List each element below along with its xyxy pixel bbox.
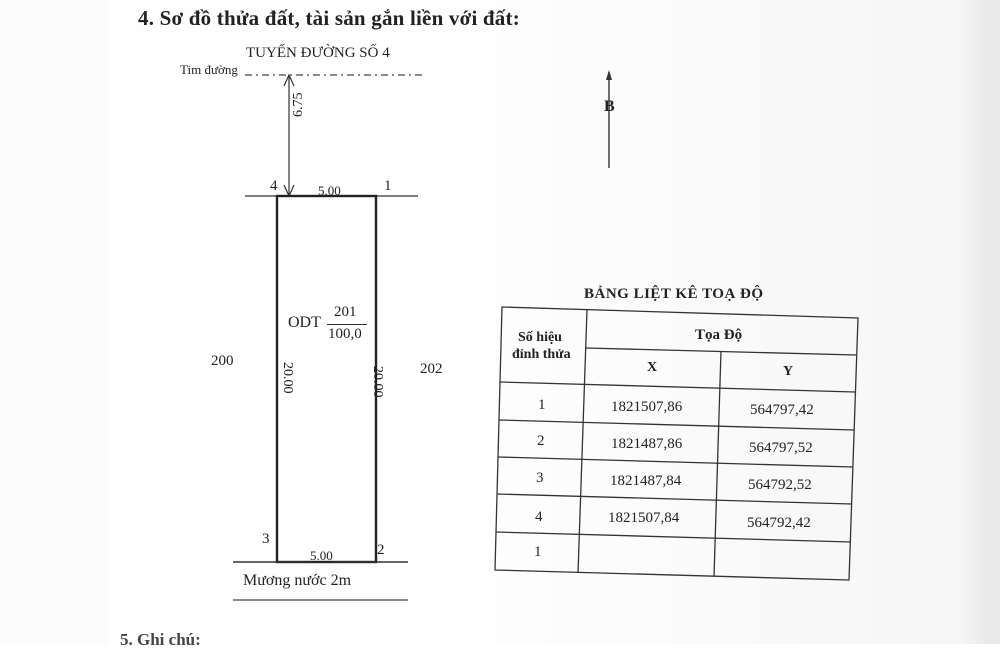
fraction-bar xyxy=(327,324,367,325)
table-row-y: 564792,52 xyxy=(748,477,812,493)
north-label: B xyxy=(604,98,615,115)
table-row-x: 1821487,84 xyxy=(610,473,682,489)
header-vertex-line2: đỉnh thửa xyxy=(512,347,571,362)
corner-1-label: 1 xyxy=(384,178,392,194)
corner-4-label: 4 xyxy=(270,178,278,194)
table-row-id: 3 xyxy=(536,470,544,486)
road-label: TUYẾN ĐƯỜNG SỐ 4 xyxy=(246,45,390,61)
corner-2-label: 2 xyxy=(377,542,385,558)
top-edge-length: 5.00 xyxy=(318,183,341,198)
table-row-y: 564792,42 xyxy=(747,515,811,531)
left-edge-length: 20.00 xyxy=(280,362,295,394)
table-row-id: 4 xyxy=(535,509,543,525)
bottom-edge-length: 5.00 xyxy=(310,548,333,563)
table-row-y: 564797,52 xyxy=(749,440,813,456)
land-use-code: ODT xyxy=(288,314,321,331)
section-title: 4. Sơ đồ thửa đất, tài sản gắn liền với đất: xyxy=(138,6,520,30)
north-arrow-head xyxy=(606,70,612,80)
centerline-label: Tim đường xyxy=(180,62,238,77)
table-row-x: 1821507,84 xyxy=(608,510,680,526)
table-row-x: 1821487,86 xyxy=(611,436,683,452)
coord-table-title: BẢNG LIỆT KÊ TOẠ ĐỘ xyxy=(584,286,764,302)
left-neighbor-parcel: 200 xyxy=(211,353,234,369)
table-row-x: 1821507,86 xyxy=(611,399,683,415)
right-neighbor-parcel: 202 xyxy=(420,361,443,377)
corner-3-label: 3 xyxy=(262,531,270,547)
header-y: Y xyxy=(783,364,794,379)
parcel-area: 100,0 xyxy=(328,326,362,342)
table-row-y: 564797,42 xyxy=(750,402,814,418)
table-row-id: 1 xyxy=(534,544,542,560)
header-coords: Tọa Độ xyxy=(695,327,743,343)
right-edge-length: 20.00 xyxy=(370,366,385,398)
header-vertex-line1: Số hiệu xyxy=(518,330,562,345)
parcel-number: 201 xyxy=(334,304,357,320)
canal-label: Mương nước 2m xyxy=(243,572,352,589)
next-section-fragment: 5. Ghi chú: xyxy=(120,630,201,649)
offset-distance-label: 6.75 xyxy=(291,92,306,117)
header-x: X xyxy=(647,360,658,375)
table-row-id: 1 xyxy=(538,397,546,413)
table-row-id: 2 xyxy=(537,433,545,449)
